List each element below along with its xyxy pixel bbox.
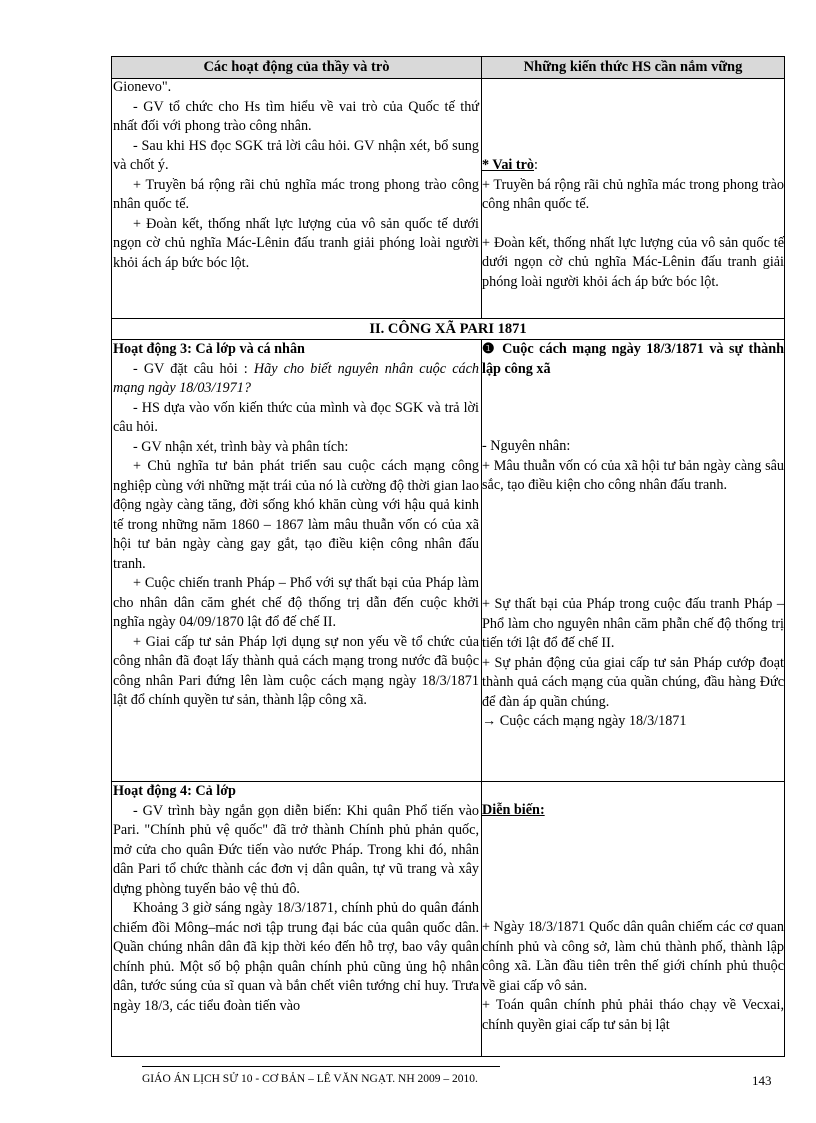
part3-left-cell [113, 782, 479, 1016]
question-paragraph: - GV đặt câu hỏi : Hãy cho biết nguyên nhân cuộc cách mạng ngày 18/03/1971? [113, 360, 479, 396]
part3-right-cell [482, 918, 784, 1035]
paragraph: + Ngày 18/3/1871 Quốc dân quân chiếm các cơ quan chính phủ và công sở, làm chủ thành phố, thành lập công xã. Lần đầu tiên trên thế giới chính phủ thuộc về giai cấp vô sản. [482, 919, 784, 994]
part2-right-cell [482, 340, 784, 379]
paragraph: - Sau khi HS đọc SGK trả lời câu hỏi. GV nhận xét, bổ sung và chốt ý. [113, 137, 479, 173]
role-heading: * Vai trò: [482, 157, 538, 173]
paragraph: → Cuộc cách mạng ngày 18/3/1871 [482, 713, 687, 729]
part2-left-cell [113, 340, 479, 711]
paragraph: + Đoàn kết, thống nhất lực lượng của vô sản quốc tế dưới ngọn cờ chủ nghĩa Mác-Lênin đấu tranh giải phóng loài người khỏi ách áp bức bóc lột. [113, 215, 479, 271]
paragraph: Gionevo". [113, 79, 172, 95]
paragraph: + Sự phản động của giai cấp tư sản Pháp cướp đoạt thành quả cách mạng của quần chúng, đầu hàng Đức để đàn áp quần chúng. [482, 654, 784, 710]
activity-heading: Hoạt động 4: Cả lớp [113, 783, 236, 799]
paragraph: + Cuộc chiến tranh Pháp – Phổ với sự thất bại của Pháp làm cho nhân dân căm ghét chế độ thống trị dẫn đến cuộc khởi nghĩa ngày 04/09/1870 lật đổ đế chế II. [113, 575, 479, 630]
part1-left-cell [113, 78, 479, 273]
footer-text: GIÁO ÁN LỊCH SỬ 10 - CƠ BẢN – LÊ VĂN NGẠT. NH 2009 – 2010. [142, 1073, 478, 1085]
subsection-heading: ❶ Cuộc cách mạng ngày 18/3/1871 và sự thành lập công xã [482, 341, 784, 377]
lesson-table [111, 56, 785, 1057]
page-number: 143 [752, 1073, 772, 1088]
paragraph: + Truyền bá rộng rãi chủ nghĩa mác trong phong trào công nhân quốc tế. [482, 176, 784, 212]
paragraph: Khoảng 3 giờ sáng ngày 18/3/1871, chính phủ do quân đánh chiếm đồi Mông–mác nơi tập trung đại bác của quân quốc dân. Quần chúng nhân dân đã kịp thời kéo đến hỗ trợ, bao vây quân chính phủ. Một số bộ phận quân chính phủ cũng ủng hộ nhân dân, tước súng của sĩ quan và bắn chết viên tướng chỉ huy. Trưa ngày 18/3, các tiểu đoàn tiến vào [113, 900, 479, 1014]
development-heading: Diễn biến: [482, 802, 545, 818]
part2-right-cause [482, 437, 784, 496]
activity-heading: Hoạt động 3: Cả lớp và cá nhân [113, 341, 305, 357]
paragraph: + Toán quân chính phủ phải tháo chạy về Vecxai, chính quyền giai cấp tư sản bị lật [482, 997, 784, 1033]
part2-right-b [482, 595, 784, 732]
paragraph: + Giai cấp tư sản Pháp lợi dụng sự non yếu về tổ chức của công nhân đã đoạt lấy thành quả cách mạng trong nước đã buộc công nhân Pari đứng lên làm cuộc cách mạng ngày 18/3/1871 lật đổ chính quyền tư sản, thành lập công xã. [113, 633, 479, 708]
section-title: II. CÔNG XÃ PARI 1871 [369, 321, 527, 337]
paragraph: - GV nhận xét, trình bày và phân tích: [133, 438, 349, 455]
paragraph: + Đoàn kết, thống nhất lực lượng của vô sản quốc tế dưới ngọn cờ chủ nghĩa Mác-Lênin đấu tranh giải phóng loài người khỏi ách áp bức bóc lột. [482, 234, 784, 290]
paragraph: - GV tổ chức cho Hs tìm hiểu về vai trò của Quốc tế thứ nhất đối với phong trào công nhân. [113, 98, 479, 134]
paragraph: + Chủ nghĩa tư bản phát triển sau cuộc cách mạng công nghiệp cùng với những mặt trái của nó là cường độ thời gian lao động ngày càng tăng, đời sống khó khăn cùng với hậu quả kinh tế trong những năm 1860 – 1867 làm mâu thuẫn vốn có của xã hội tư bản ngày càng gay gắt, tạo điều kiện công nhân đấu tranh. [113, 458, 479, 572]
paragraph: - Nguyên nhân: [482, 438, 571, 454]
paragraph: + Mâu thuẫn vốn có của xã hội tư bản ngày càng sâu sắc, tạo điều kiện cho công nhân đấu tranh. [482, 457, 784, 493]
paragraph: + Truyền bá rộng rãi chủ nghĩa mác trong phong trào công nhân quốc tế. [113, 176, 479, 212]
part1-right-cell [482, 156, 784, 292]
paragraph: - HS dựa vào vốn kiến thức của mình và đọc SGK và trả lời câu hỏi. [113, 399, 479, 435]
column-header-knowledge: Những kiến thức HS cần nắm vững [482, 57, 784, 78]
numbered-bullet-icon: ❶ [482, 341, 497, 357]
footer-rule [142, 1066, 500, 1067]
paragraph: + Sự thất bại của Pháp trong cuộc đấu tranh Pháp – Phổ làm cho nguyên nhân căm phẫn chế độ thống trị tiến tới lật đổ đế chế II. [482, 596, 784, 651]
column-header-activities: Các hoạt động của thầy và trò [112, 57, 481, 78]
paragraph: - GV trình bày ngắn gọn diễn biến: Khi quân Phổ tiến vào Pari. "Chính phủ vệ quốc" đã trở thành Chính phủ phản quốc, mở cửa cho quân Đức tiến vào nước Pháp. Trong khi đó, nhân dân Pari tổ chức thành các đơn vị dân quân, tự vũ trang và xây dựng phòng tuyến bảo vệ thủ đô. [113, 802, 479, 897]
part3-right-heading [482, 801, 784, 821]
